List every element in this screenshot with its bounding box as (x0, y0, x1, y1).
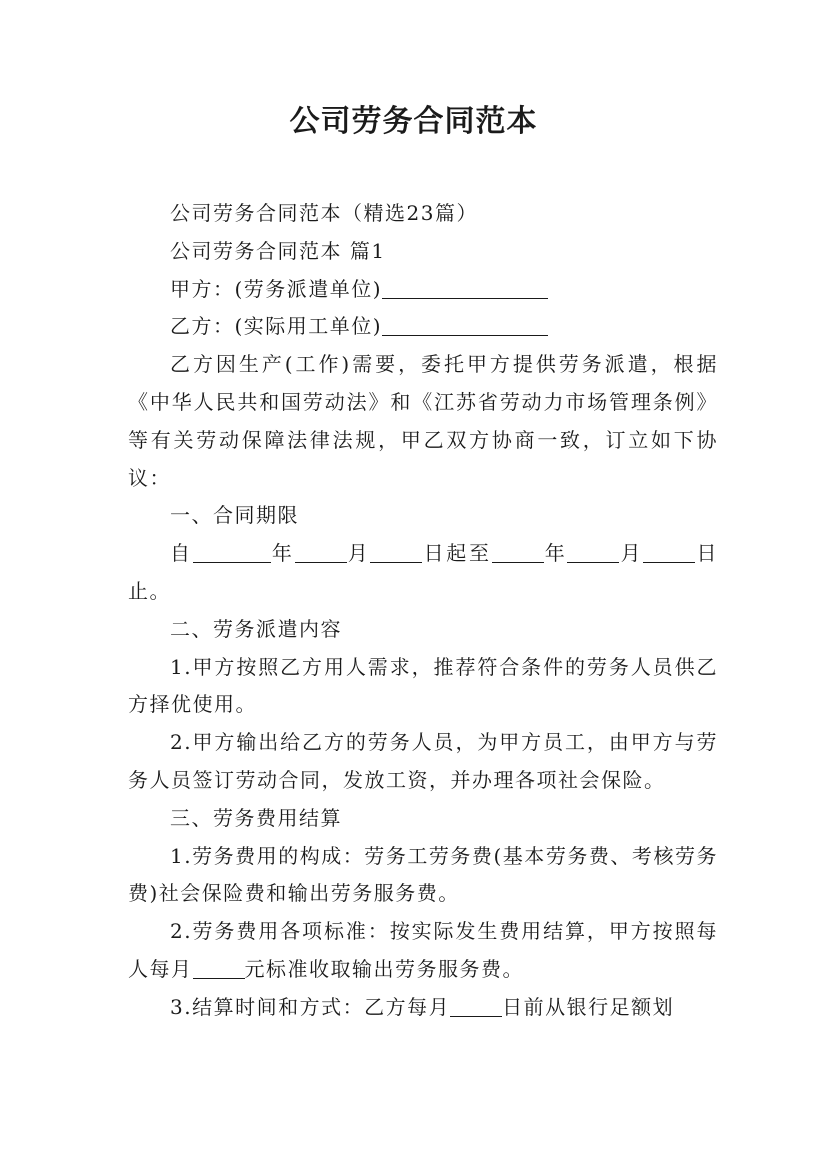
section-heading: 公司劳务合同范本 篇1 (170, 238, 386, 263)
party-b-label: 乙方：(实际用工单位) (170, 314, 383, 339)
fees-item-2-text-a: 2.劳务费用各项标准：按实际发生费用结算，甲方按照每人每月 (128, 919, 718, 981)
year-text: 年 (543, 541, 568, 566)
fees-item-3 (128, 989, 718, 1027)
start-year-blank (193, 540, 271, 563)
term-dates-paragraph (128, 535, 718, 611)
party-b-blank (382, 313, 548, 336)
start-month-blank (295, 540, 347, 563)
intro-paragraph: 乙方因生产(工作)需要，委托甲方提供劳务派遣，根据《中华人民共和国劳动法》和《江苏省劳动力市场管理条例》等有关劳动保障法律法规，甲乙双方协商一致，订立如下协议： (128, 352, 718, 490)
clause-heading-term: 一、合同期限 (170, 503, 299, 528)
party-a-label: 甲方：(劳务派遣单位) (170, 276, 383, 301)
content-item-2: 2.甲方输出给乙方的劳务人员，为甲方员工，由甲方与劳务人员签订劳动合同，发放工资，并办理各项社会保险。 (128, 730, 718, 792)
clause-heading-content: 二、劳务派遣内容 (170, 616, 342, 641)
start-day-blank (370, 540, 422, 563)
subtitle-paragraph: 公司劳务合同范本（精选23篇） (170, 201, 478, 225)
party-a-blank (382, 276, 548, 299)
fees-item-2 (128, 913, 718, 989)
end-year-blank (492, 540, 544, 563)
fee-amount-blank (193, 956, 245, 979)
end-month-blank (567, 540, 619, 563)
party-a-line (128, 271, 718, 309)
fees-item-1: 1.劳务费用的构成：劳务工劳务费(基本劳务费、考核劳务费)社会保险费和输出劳务服务费。 (128, 843, 718, 906)
fees-item-3-text-a: 3.结算时间和方式：乙方每月 (170, 994, 451, 1019)
year-text: 年 (270, 541, 295, 566)
clause-heading-fees: 三、劳务费用结算 (170, 805, 342, 830)
party-b-line (128, 308, 718, 346)
end-text: 日止。 (128, 541, 719, 603)
end-day-blank (643, 540, 695, 563)
fees-item-3-text-b: 日前从银行足额划 (502, 994, 675, 1019)
to-text: 日起至 (422, 541, 492, 566)
fees-item-2-text-b: 元标准收取输出劳务服务费。 (244, 956, 524, 981)
term-from-text: 自 (170, 541, 193, 566)
settlement-day-blank (450, 994, 502, 1017)
month-text: 月 (619, 541, 644, 566)
content-item-1: 1.甲方按照乙方用人需求，推荐符合条件的劳务人员供乙方择优使用。 (128, 654, 718, 717)
document-body (128, 195, 718, 1027)
page-title: 公司劳务合同范本 (289, 104, 538, 139)
month-text: 月 (346, 541, 371, 566)
